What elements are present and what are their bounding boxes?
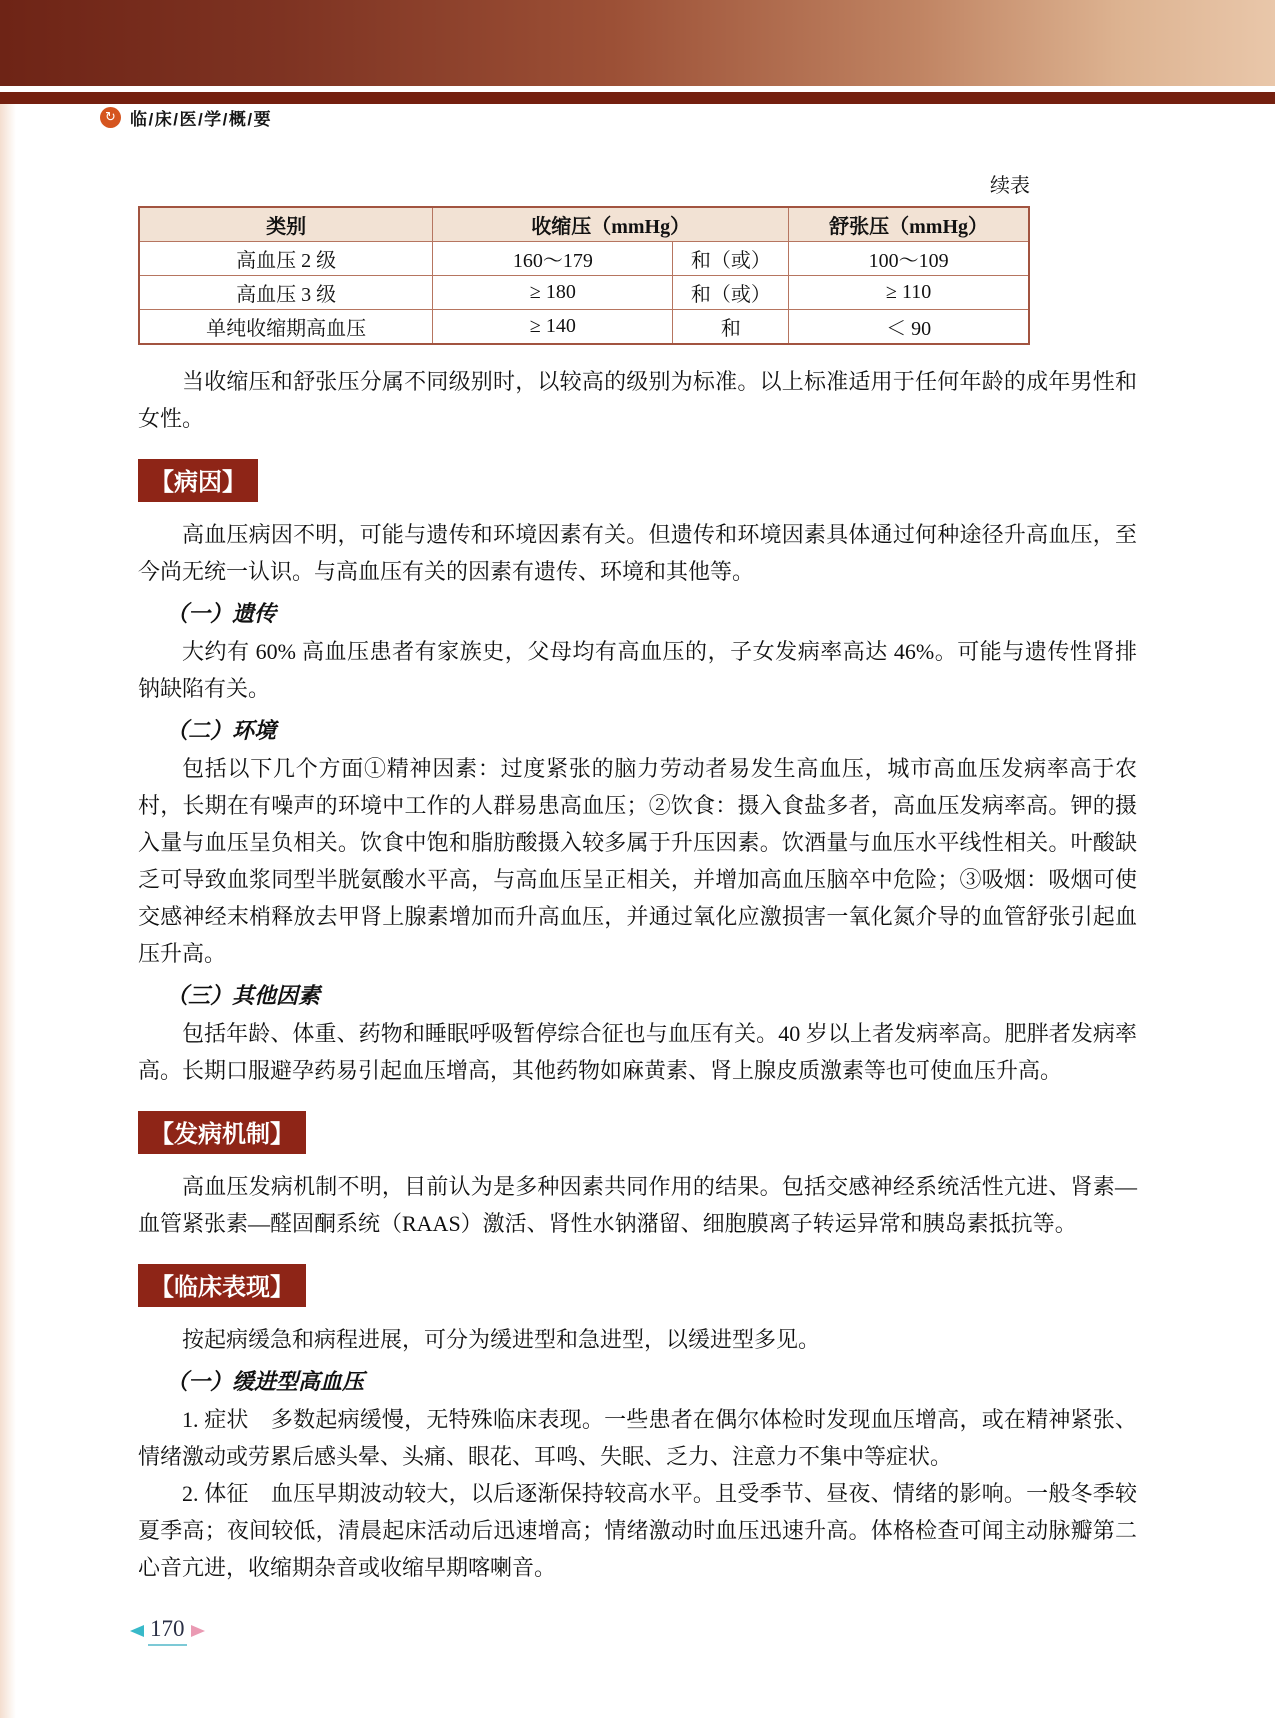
table-header-category: 类别 [139, 207, 433, 242]
cell-diastolic: ＜ 90 [789, 310, 1029, 345]
cell-conjunction: 和（或） [673, 242, 789, 276]
clinical-signs-paragraph: 2. 体征 血压早期波动较大，以后逐渐保持较高水平。且受季节、昼夜、情绪的影响。一般冬季较夏季高；夜间较低，清晨起床活动后迅速增高；情绪激动时血压迅速升高。体格检查可闻主动脉瓣第二心音亢进，收缩期杂音或收缩早期喀喇音。 [138, 1481, 1137, 1580]
bp-classification-table [138, 206, 1030, 345]
subsection-other-factors-paragraph: 包括年龄、体重、药物和睡眠呼吸暂停综合征也与血压有关。40 岁以上者发病率高。肥胖者发病率高。长期口服避孕药易引起血压增高，其他药物如麻黄素、肾上腺皮质激素等也可使血压升高。 [138, 1021, 1137, 1083]
table-row [139, 242, 1029, 276]
etiology-lead-paragraph: 高血压病因不明，可能与遗传和环境因素有关。但遗传和环境因素具体通过何种途径升高血压，至今尚无统一认识。与高血压有关的因素有遗传、环境和其他等。 [138, 522, 1137, 584]
subsection-environment-paragraph: 包括以下几个方面①精神因素：过度紧张的脑力劳动者易发生高血压，城市高血压发病率高于农村，长期在有噪声的环境中工作的人群易患高血压；②饮食：摄入食盐多者，高血压发病率高。钾的摄入量与血压呈负相关。饮食中饱和脂肪酸摄入较多属于升压因素。饮酒量与血压水平线性相关。叶酸缺乏可导致血浆同型半胱氨酸水平高，与高血压呈正相关，并增加高血压脑卒中危险；③吸烟：吸烟可使交感神经末梢释放去甲肾上腺素增加而升高血压，并通过氧化应激损害一氧化氮介导的血管舒张引起血压升高。 [138, 756, 1137, 966]
section-clinical-header [138, 1264, 1137, 1307]
section-title-etiology: 【病因】 [138, 459, 258, 502]
table-header-diastolic: 舒张压（mmHg） [789, 207, 1029, 242]
subsection-other-factors-heading: （三）其他因素 [166, 983, 321, 1008]
pathogenesis-paragraph: 高血压发病机制不明，目前认为是多种因素共同作用的结果。包括交感神经系统活性亢进、肾素—血管紧张素—醛固酮系统（RAAS）激活、肾性水钠潴留、细胞膜离子转运异常和胰岛素抵抗等。 [138, 1174, 1137, 1236]
cell-systolic: ≥ 140 [433, 310, 673, 345]
section-pathogenesis-header [138, 1111, 1137, 1154]
subsection-environment-heading: （二）环境 [166, 718, 277, 743]
table-continued-label: 续表 [990, 175, 1030, 197]
page-footer [130, 1616, 205, 1646]
intro-paragraph: 当收缩压和舒张压分属不同级别时，以较高的级别为标准。以上标准适用于任何年龄的成年男性和女性。 [138, 369, 1137, 431]
top-gradient-band [0, 0, 1275, 86]
cell-systolic: ≥ 180 [433, 276, 673, 310]
section-etiology-header [138, 459, 1137, 502]
left-edge-strip [0, 104, 16, 1718]
cell-systolic: 160～179 [433, 242, 673, 276]
cell-conjunction: 和 [673, 310, 789, 345]
footer-left-swoosh-icon [130, 1625, 144, 1637]
cell-diastolic: 100～109 [789, 242, 1029, 276]
table-row [139, 310, 1029, 345]
clinical-lead-paragraph: 按起病缓急和病程进展，可分为缓进型和急进型，以缓进型多见。 [182, 1327, 821, 1352]
cell-category: 高血压 3 级 [139, 276, 433, 310]
page-number: 170 [148, 1616, 187, 1646]
page-header [100, 105, 272, 130]
subsection-heredity-heading: （一）遗传 [166, 601, 277, 626]
section-title-clinical: 【临床表现】 [138, 1264, 306, 1307]
cell-conjunction: 和（或） [673, 276, 789, 310]
table-header-systolic: 收缩压（mmHg） [433, 207, 789, 242]
footer-right-swoosh-icon [191, 1625, 205, 1637]
subsection-heredity-paragraph: 大约有 60% 高血压患者有家族史，父母均有高血压的，子女发病率高达 46%。可能与遗传性肾排钠缺陷有关。 [138, 639, 1137, 701]
table-row [139, 276, 1029, 310]
subsection-slow-type-heading: （一）缓进型高血压 [166, 1369, 365, 1394]
top-divider-bar [0, 92, 1275, 104]
publisher-logo-icon: ↻ [100, 107, 121, 128]
cell-category: 高血压 2 级 [139, 242, 433, 276]
clinical-symptoms-paragraph: 1. 症状 多数起病缓慢，无特殊临床表现。一些患者在偶尔体检时发现血压增高，或在精神紧张、情绪激动或劳累后感头晕、头痛、眼花、耳鸣、失眠、乏力、注意力不集中等症状。 [138, 1407, 1137, 1469]
table-header-row [139, 207, 1029, 242]
book-title: 临/床/医/学/概/要 [130, 110, 273, 129]
cell-diastolic: ≥ 110 [789, 276, 1029, 310]
cell-category: 单纯收缩期高血压 [139, 310, 433, 345]
section-title-pathogenesis: 【发病机制】 [138, 1111, 306, 1154]
page-content [138, 174, 1137, 1586]
